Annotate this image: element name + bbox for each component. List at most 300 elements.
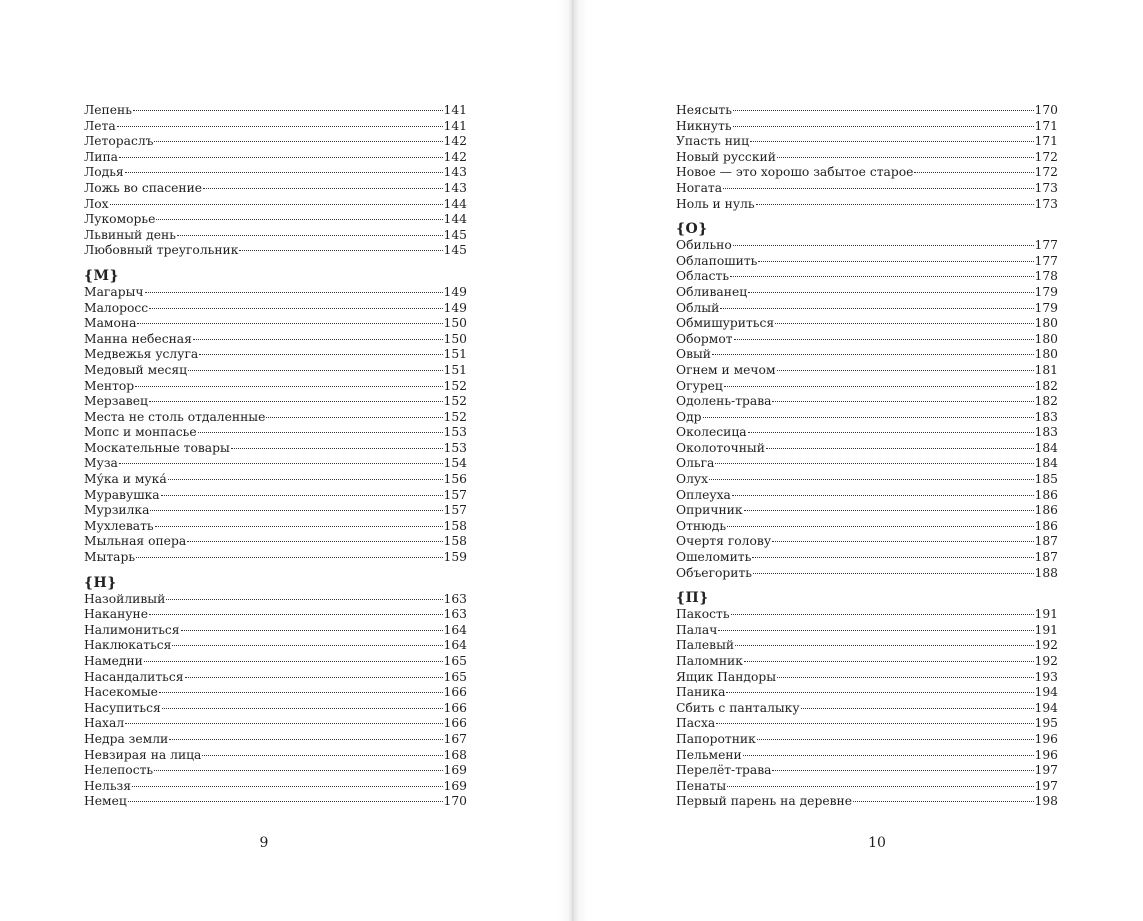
index-entry bbox=[676, 654, 1058, 670]
dot-leader bbox=[914, 172, 1033, 173]
entry-page-number: 180 bbox=[1034, 347, 1058, 362]
entry-term: Объегорить bbox=[676, 565, 752, 580]
entry-page-number: 183 bbox=[1034, 425, 1058, 440]
index-entry bbox=[676, 134, 1058, 150]
dot-leader bbox=[752, 557, 1033, 558]
entry-page-number: 177 bbox=[1034, 238, 1058, 253]
entry-page-number: 171 bbox=[1034, 134, 1058, 149]
index-entry bbox=[676, 119, 1058, 135]
index-section bbox=[84, 575, 467, 810]
dot-leader bbox=[159, 692, 443, 693]
entry-page-number: 186 bbox=[1034, 503, 1058, 518]
entry-page-number: 144 bbox=[443, 212, 467, 227]
entry-page-number: 143 bbox=[443, 180, 467, 195]
dot-leader bbox=[193, 339, 443, 340]
entry-term: Малоросс bbox=[84, 300, 149, 315]
entry-term: Ментор bbox=[84, 378, 135, 393]
entry-term: Налимониться bbox=[84, 622, 180, 637]
entry-term: Ложь во спасение bbox=[84, 180, 203, 195]
index-entry bbox=[84, 119, 467, 135]
index-entry bbox=[676, 332, 1058, 348]
index-entry bbox=[676, 347, 1058, 363]
index-entry bbox=[84, 519, 467, 535]
dot-leader bbox=[709, 479, 1033, 480]
index-entry bbox=[676, 425, 1058, 441]
dot-leader bbox=[155, 526, 443, 527]
right-page-number: 10 bbox=[868, 835, 886, 851]
dot-leader bbox=[154, 141, 442, 142]
index-entry bbox=[84, 165, 467, 181]
index-entry bbox=[676, 181, 1058, 197]
entry-page-number: 153 bbox=[443, 440, 467, 455]
index-section bbox=[676, 590, 1058, 810]
entry-term: Места не столь отдаленные bbox=[84, 409, 266, 424]
entry-page-number: 173 bbox=[1034, 196, 1058, 211]
left-page bbox=[0, 0, 570, 921]
dot-leader bbox=[756, 204, 1034, 205]
index-entry bbox=[84, 347, 467, 363]
entry-page-number: 165 bbox=[443, 669, 467, 684]
index-entry bbox=[84, 607, 467, 623]
index-section bbox=[84, 268, 467, 566]
dot-leader bbox=[777, 157, 1034, 158]
entry-page-number: 163 bbox=[443, 591, 467, 606]
dot-leader bbox=[727, 526, 1033, 527]
dot-leader bbox=[154, 770, 442, 771]
dot-leader bbox=[135, 386, 442, 387]
entry-page-number: 156 bbox=[443, 472, 467, 487]
index-entry bbox=[676, 623, 1058, 639]
dot-leader bbox=[720, 308, 1033, 309]
index-entry bbox=[676, 566, 1058, 582]
entry-page-number: 152 bbox=[443, 409, 467, 424]
entry-term: Летораслъ bbox=[84, 134, 154, 149]
dot-leader bbox=[735, 645, 1033, 646]
entry-page-number: 195 bbox=[1034, 716, 1058, 731]
dot-leader bbox=[150, 510, 442, 511]
index-entry bbox=[676, 301, 1058, 317]
entry-page-number: 158 bbox=[443, 518, 467, 533]
entry-term: Муза bbox=[84, 456, 118, 471]
index-entry bbox=[676, 285, 1058, 301]
index-entry bbox=[676, 748, 1058, 764]
entry-term: Назойливый bbox=[84, 591, 166, 606]
index-entry bbox=[84, 316, 467, 332]
index-entry bbox=[84, 550, 467, 566]
index-entry bbox=[676, 363, 1058, 379]
index-section bbox=[676, 221, 1058, 581]
entry-term: Намедни bbox=[84, 654, 143, 668]
entry-page-number: 173 bbox=[1034, 180, 1058, 195]
entry-term: Олух bbox=[676, 472, 709, 487]
entry-page-number: 153 bbox=[443, 425, 467, 440]
index-entry bbox=[84, 212, 467, 228]
entry-term: Нельзя bbox=[84, 778, 131, 793]
entry-term: Львиный день bbox=[84, 227, 176, 242]
index-section bbox=[676, 103, 1058, 212]
entry-term: Насандалиться bbox=[84, 669, 184, 684]
dot-leader bbox=[119, 157, 443, 158]
index-entry bbox=[676, 197, 1058, 213]
entry-term: Насекомые bbox=[84, 685, 158, 700]
entry-term: Огнем и мечом bbox=[676, 362, 776, 377]
entry-term: Область bbox=[676, 269, 730, 284]
index-entry bbox=[676, 701, 1058, 717]
index-entry bbox=[84, 285, 467, 301]
entry-page-number: 197 bbox=[1034, 763, 1058, 778]
entry-term: Облый bbox=[676, 300, 720, 315]
dot-leader bbox=[203, 188, 442, 189]
index-entry bbox=[676, 238, 1058, 254]
index-entry bbox=[84, 301, 467, 317]
entry-term: Москательные товары bbox=[84, 440, 230, 455]
dot-leader bbox=[772, 770, 1033, 771]
index-entry bbox=[676, 165, 1058, 181]
entry-page-number: 157 bbox=[443, 487, 467, 502]
entry-term: Недра земли bbox=[84, 731, 169, 746]
index-entry bbox=[676, 379, 1058, 395]
dot-leader bbox=[187, 541, 442, 542]
entry-page-number: 141 bbox=[443, 103, 467, 117]
dot-leader bbox=[168, 479, 443, 480]
dot-leader bbox=[231, 448, 443, 449]
dot-leader bbox=[132, 786, 443, 787]
entry-page-number: 150 bbox=[443, 331, 467, 346]
index-entry bbox=[84, 472, 467, 488]
entry-term: Лепень bbox=[84, 103, 132, 117]
dot-leader bbox=[734, 339, 1034, 340]
entry-term: Пакость bbox=[676, 607, 730, 622]
dot-leader bbox=[117, 126, 443, 127]
dot-leader bbox=[119, 463, 443, 464]
index-entry bbox=[676, 794, 1058, 810]
entry-page-number: 194 bbox=[1034, 700, 1058, 715]
entry-page-number: 168 bbox=[443, 747, 467, 762]
dot-leader bbox=[188, 370, 442, 371]
dot-leader bbox=[757, 739, 1034, 740]
entry-page-number: 171 bbox=[1034, 118, 1058, 133]
index-entry bbox=[84, 623, 467, 639]
entry-page-number: 182 bbox=[1034, 378, 1058, 393]
entry-term: Медовый месяц bbox=[84, 362, 188, 377]
entry-term: Сбить с панталыку bbox=[676, 700, 800, 715]
dot-leader bbox=[744, 510, 1034, 511]
index-entry bbox=[676, 732, 1058, 748]
entry-term: Обмишуриться bbox=[676, 316, 775, 331]
entry-page-number: 198 bbox=[1034, 794, 1058, 809]
dot-leader bbox=[133, 110, 443, 111]
dot-leader bbox=[758, 261, 1033, 262]
dot-leader bbox=[137, 323, 442, 324]
dot-leader bbox=[748, 292, 1033, 293]
index-section bbox=[84, 103, 467, 259]
entry-page-number: 172 bbox=[1034, 149, 1058, 164]
entry-page-number: 179 bbox=[1034, 300, 1058, 315]
index-entry bbox=[84, 732, 467, 748]
entry-page-number: 172 bbox=[1034, 165, 1058, 180]
left-page-number: 9 bbox=[259, 835, 269, 851]
entry-page-number: 142 bbox=[443, 134, 467, 149]
entry-term: Насупиться bbox=[84, 700, 161, 715]
dot-leader bbox=[149, 308, 442, 309]
index-entry bbox=[676, 254, 1058, 270]
entry-term: Нелепость bbox=[84, 763, 154, 778]
index-entry bbox=[676, 779, 1058, 795]
entry-page-number: 188 bbox=[1034, 565, 1058, 580]
entry-page-number: 192 bbox=[1034, 654, 1058, 668]
index-entry bbox=[676, 685, 1058, 701]
index-entry bbox=[84, 410, 467, 426]
dot-leader bbox=[727, 786, 1033, 787]
dot-leader bbox=[766, 448, 1034, 449]
entry-page-number: 164 bbox=[443, 622, 467, 637]
entry-page-number: 166 bbox=[443, 716, 467, 731]
index-entry bbox=[676, 550, 1058, 566]
entry-term: Му́ка и мука́ bbox=[84, 472, 167, 487]
entry-term: Лох bbox=[84, 196, 109, 211]
entry-term: Овый bbox=[676, 347, 711, 362]
dot-leader bbox=[172, 645, 442, 646]
entry-page-number: 186 bbox=[1034, 518, 1058, 533]
entry-term: Облапошить bbox=[676, 253, 758, 268]
section-letter-heading: {О} bbox=[676, 221, 708, 238]
index-entry bbox=[84, 394, 467, 410]
entry-term: Мопс и монпасье bbox=[84, 425, 197, 440]
entry-page-number: 191 bbox=[1034, 607, 1058, 622]
section-letter-heading: {Н} bbox=[84, 574, 117, 591]
dot-leader bbox=[185, 677, 443, 678]
entry-term: Пельмени bbox=[676, 747, 742, 762]
entry-page-number: 152 bbox=[443, 378, 467, 393]
index-entry bbox=[84, 379, 467, 395]
dot-leader bbox=[853, 801, 1034, 802]
entry-term: Мыльная опера bbox=[84, 534, 187, 549]
index-entry bbox=[676, 103, 1058, 119]
entry-page-number: 149 bbox=[443, 284, 467, 299]
index-entry bbox=[84, 197, 467, 213]
entry-term: Палевый bbox=[676, 638, 735, 653]
index-entry bbox=[84, 181, 467, 197]
entry-term: Паломник bbox=[676, 654, 743, 668]
entry-term: Обильно bbox=[676, 238, 732, 253]
index-entry bbox=[84, 534, 467, 550]
index-entry bbox=[676, 716, 1058, 732]
right-index-column bbox=[676, 103, 1058, 810]
entry-term: Никнуть bbox=[676, 118, 732, 133]
index-entry bbox=[676, 456, 1058, 472]
entry-page-number: 150 bbox=[443, 316, 467, 331]
dot-leader bbox=[181, 630, 443, 631]
entry-term: Одр bbox=[676, 409, 702, 424]
entry-term: Ноль и нуль bbox=[676, 196, 755, 211]
dot-leader bbox=[712, 354, 1034, 355]
index-entry bbox=[676, 316, 1058, 332]
index-entry bbox=[84, 638, 467, 654]
entry-page-number: 182 bbox=[1034, 394, 1058, 409]
entry-page-number: 144 bbox=[443, 196, 467, 211]
dot-leader bbox=[125, 723, 442, 724]
entry-page-number: 142 bbox=[443, 149, 467, 164]
dot-leader bbox=[772, 401, 1033, 402]
entry-term: Лета bbox=[84, 118, 116, 133]
entry-page-number: 179 bbox=[1034, 284, 1058, 299]
entry-page-number: 180 bbox=[1034, 316, 1058, 331]
dot-leader bbox=[775, 323, 1033, 324]
dot-leader bbox=[177, 235, 443, 236]
entry-term: Папоротник bbox=[676, 731, 756, 746]
entry-page-number: 149 bbox=[443, 300, 467, 315]
entry-term: Мурзилка bbox=[84, 503, 150, 518]
index-entry bbox=[84, 150, 467, 166]
entry-term: Упасть ниц bbox=[676, 134, 750, 149]
entry-page-number: 183 bbox=[1034, 409, 1058, 424]
entry-term: Новое — это хорошо забытое старое bbox=[676, 165, 914, 180]
entry-term: Огурец bbox=[676, 378, 723, 393]
index-entry bbox=[676, 150, 1058, 166]
dot-leader bbox=[198, 432, 443, 433]
entry-term: Отнюдь bbox=[676, 518, 727, 533]
entry-page-number: 166 bbox=[443, 685, 467, 700]
entry-page-number: 193 bbox=[1034, 669, 1058, 684]
entry-page-number: 178 bbox=[1034, 269, 1058, 284]
dot-leader bbox=[266, 417, 442, 418]
index-entry bbox=[84, 134, 467, 150]
entry-page-number: 158 bbox=[443, 534, 467, 549]
entry-page-number: 145 bbox=[443, 227, 467, 242]
dot-leader bbox=[777, 677, 1033, 678]
index-entry bbox=[676, 534, 1058, 550]
dot-leader bbox=[161, 495, 443, 496]
index-entry bbox=[676, 488, 1058, 504]
dot-leader bbox=[726, 692, 1033, 693]
entry-page-number: 170 bbox=[443, 794, 467, 809]
index-entry bbox=[84, 103, 467, 119]
index-entry bbox=[84, 425, 467, 441]
entry-term: Неясыть bbox=[676, 103, 732, 117]
entry-term: Одолень-трава bbox=[676, 394, 772, 409]
dot-leader bbox=[733, 126, 1034, 127]
dot-leader bbox=[733, 110, 1034, 111]
dot-leader bbox=[145, 292, 443, 293]
entry-page-number: 164 bbox=[443, 638, 467, 653]
index-entry bbox=[84, 701, 467, 717]
entry-term: Манна небесная bbox=[84, 331, 192, 346]
dot-leader bbox=[777, 370, 1034, 371]
index-entry bbox=[84, 748, 467, 764]
entry-term: Пасха bbox=[676, 716, 716, 731]
dot-leader bbox=[733, 245, 1034, 246]
entry-term: Паника bbox=[676, 685, 726, 700]
entry-term: Мамона bbox=[84, 316, 137, 331]
dot-leader bbox=[724, 386, 1034, 387]
entry-page-number: 151 bbox=[443, 362, 467, 377]
dot-leader bbox=[744, 661, 1034, 662]
entry-term: Ольга bbox=[676, 456, 715, 471]
index-entry bbox=[84, 592, 467, 608]
dot-leader bbox=[730, 276, 1034, 277]
dot-leader bbox=[156, 219, 442, 220]
index-entry bbox=[84, 763, 467, 779]
index-entry bbox=[676, 519, 1058, 535]
entry-term: Околоточный bbox=[676, 440, 765, 455]
entry-term: Мерзавец bbox=[84, 394, 148, 409]
dot-leader bbox=[703, 417, 1034, 418]
entry-page-number: 145 bbox=[443, 243, 467, 258]
dot-leader bbox=[169, 739, 442, 740]
entry-term: Обормот bbox=[676, 331, 733, 346]
entry-term: Лодья bbox=[84, 165, 124, 180]
entry-page-number: 194 bbox=[1034, 685, 1058, 700]
entry-page-number: 187 bbox=[1034, 550, 1058, 565]
entry-page-number: 169 bbox=[443, 763, 467, 778]
entry-term: Палач bbox=[676, 622, 718, 637]
dot-leader bbox=[748, 432, 1034, 433]
entry-term: Липа bbox=[84, 149, 118, 164]
entry-term: Накануне bbox=[84, 607, 148, 622]
dot-leader bbox=[715, 463, 1033, 464]
entry-term: Мытарь bbox=[84, 550, 136, 565]
dot-leader bbox=[750, 141, 1034, 142]
entry-term: Обливанец bbox=[676, 284, 748, 299]
index-entry bbox=[84, 670, 467, 686]
entry-page-number: 154 bbox=[443, 456, 467, 471]
dot-leader bbox=[144, 661, 443, 662]
entry-page-number: 186 bbox=[1034, 487, 1058, 502]
entry-term: Оплеуха bbox=[676, 487, 731, 502]
index-entry bbox=[84, 441, 467, 457]
dot-leader bbox=[732, 495, 1034, 496]
index-entry bbox=[676, 394, 1058, 410]
entry-term: Ящик Пандоры bbox=[676, 669, 777, 684]
dot-leader bbox=[202, 755, 442, 756]
dot-leader bbox=[239, 250, 442, 251]
entry-term: Нахал bbox=[84, 716, 125, 731]
dot-leader bbox=[110, 204, 443, 205]
dot-leader bbox=[753, 573, 1034, 574]
index-entry bbox=[84, 654, 467, 670]
entry-page-number: 166 bbox=[443, 700, 467, 715]
index-entry bbox=[676, 441, 1058, 457]
entry-term: Магарыч bbox=[84, 284, 144, 299]
entry-page-number: 196 bbox=[1034, 747, 1058, 762]
index-entry bbox=[84, 363, 467, 379]
index-entry bbox=[676, 503, 1058, 519]
section-letter-heading: {П} bbox=[676, 590, 709, 607]
entry-term: Наклюкаться bbox=[84, 638, 172, 653]
entry-page-number: 181 bbox=[1034, 362, 1058, 377]
index-entry bbox=[676, 607, 1058, 623]
entry-page-number: 185 bbox=[1034, 472, 1058, 487]
entry-page-number: 152 bbox=[443, 394, 467, 409]
entry-page-number: 196 bbox=[1034, 731, 1058, 746]
dot-leader bbox=[125, 172, 443, 173]
entry-term: Очертя голову bbox=[676, 534, 772, 549]
entry-page-number: 170 bbox=[1034, 103, 1058, 117]
dot-leader bbox=[128, 801, 443, 802]
section-letter-heading: {М} bbox=[84, 267, 120, 284]
entry-term: Немец bbox=[84, 794, 127, 809]
index-entry bbox=[84, 332, 467, 348]
entry-page-number: 177 bbox=[1034, 253, 1058, 268]
entry-term: Невзирая на лица bbox=[84, 747, 202, 762]
entry-term: Первый парень на деревне bbox=[676, 794, 852, 809]
entry-term: Опричник bbox=[676, 503, 743, 518]
index-entry bbox=[84, 488, 467, 504]
index-entry bbox=[84, 794, 467, 810]
entry-page-number: 141 bbox=[443, 118, 467, 133]
index-entry bbox=[676, 670, 1058, 686]
dot-leader bbox=[162, 708, 443, 709]
